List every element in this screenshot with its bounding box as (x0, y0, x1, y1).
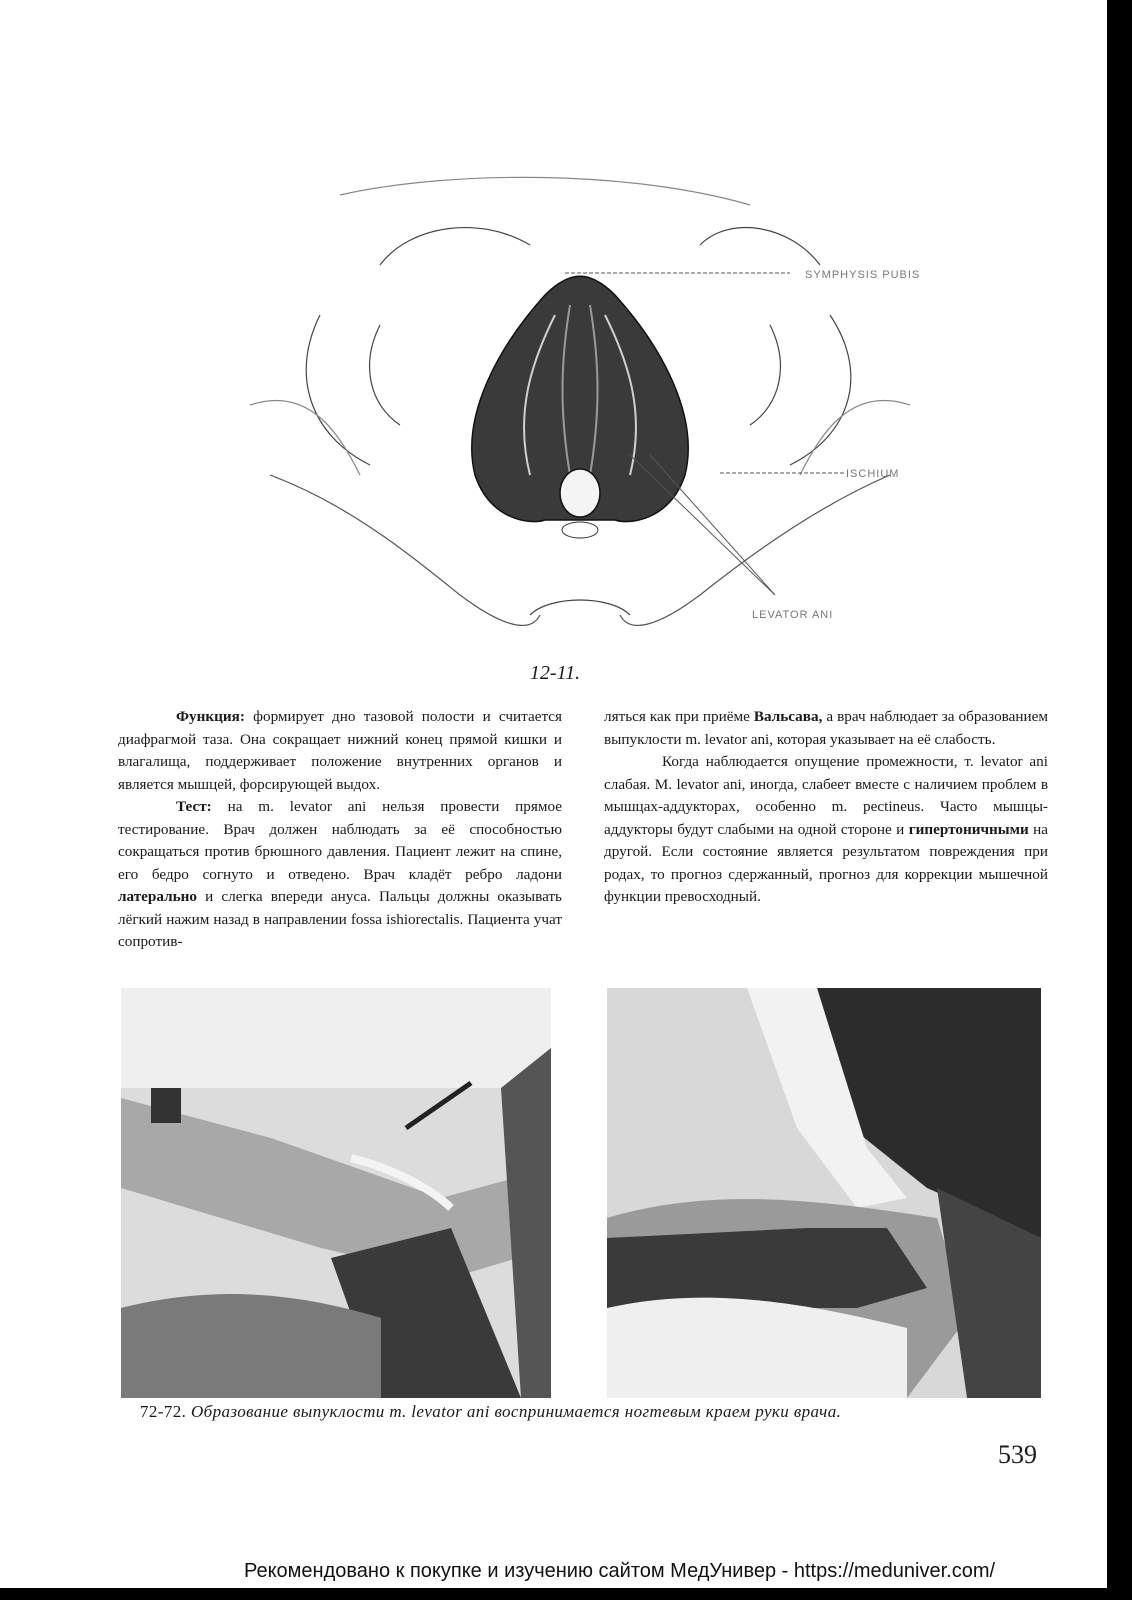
function-heading: Функция: (176, 708, 245, 725)
anus-ellipse (560, 469, 600, 517)
valsalva-post: а врач наблюдает за образованием выпуклости m. levator ani, которая указывает на её слабость. (604, 708, 1048, 748)
text-column-left (118, 706, 562, 954)
figure-caption-top: 12-11. (529, 662, 581, 684)
text-column-right (604, 706, 1048, 909)
photo-left (121, 988, 551, 1398)
page-edge-bar (1107, 0, 1132, 1600)
anatomy-figure (230, 175, 930, 650)
test-heading: Тест: (176, 798, 212, 815)
figure-caption-bottom (140, 1402, 1040, 1422)
photo-right (607, 988, 1041, 1398)
test-body: на m. levator ani нельзя провести прямое тестирование. Врач должен наблюдать за её способностью сокращаться против брюшного давления. Пациент лежит на спине, его бедро согнуто и отведено. Врач кладёт ребро ладони (118, 798, 562, 883)
perineum-pre: Когда наблюдается опущение промежности, т. levator ani слабая. M. levator ani, иногда, слабеет вместе с наличием проблем в мышцах-аддукторах, особенно m. pectineus. Часто мышцы-аддукторы будут слабыми на одной стороне и (604, 753, 1048, 838)
page-number: 539 (998, 1440, 1037, 1469)
valsalva-pre: ляться как при приёме (604, 708, 754, 725)
label-symphysis-pubis: SYMPHYSIS PUBIS (805, 269, 921, 281)
footer-link[interactable]: Рекомендовано к покупке и изучению сайтом МедУнивер - https://meduniver.com/ (244, 1560, 996, 1582)
page-bottom-bar (0, 1588, 1132, 1600)
test-bold-term: латерально (118, 888, 197, 905)
caption-text: Образование выпуклости m. levator ani воспринимается ногтевым краем руки врача. (190, 1402, 842, 1421)
perineum-post: на другой. Если состояние является результатом повреждения при родах, то прогноз сдержанный, прогноз для коррекции мышечной функции превосходный. (604, 820, 1048, 905)
caption-number: 72-72. (140, 1402, 187, 1421)
test-body-tail: и слегка впереди ануса. Пальцы должны оказывать лёгкий нажим назад в направлении fossa ishiorectalis. Пациента учат сопротив- (118, 888, 562, 950)
photo-right-image (607, 988, 1041, 1398)
pelvic-floor-drawing (230, 175, 930, 650)
function-body: формирует дно тазовой полости и считается диафрагмой таза. Она сокращает нижний конец прямой кишки и влагалища, поддерживает положение внутренних органов и является мышцей, форсирующей выдох. (118, 708, 562, 793)
valsalva-term: Вальсава, (753, 708, 823, 725)
photo-left-image (121, 988, 551, 1398)
hypertonic-term: гипертоничными (908, 820, 1029, 838)
paragraph-test (118, 796, 562, 954)
paragraph-function (118, 706, 562, 796)
label-ischium: ISCHIUM (846, 468, 900, 480)
paragraph-perineum (604, 751, 1048, 909)
paragraph-valsalva (604, 706, 1048, 751)
label-levator-ani: LEVATOR ANI (752, 609, 834, 621)
